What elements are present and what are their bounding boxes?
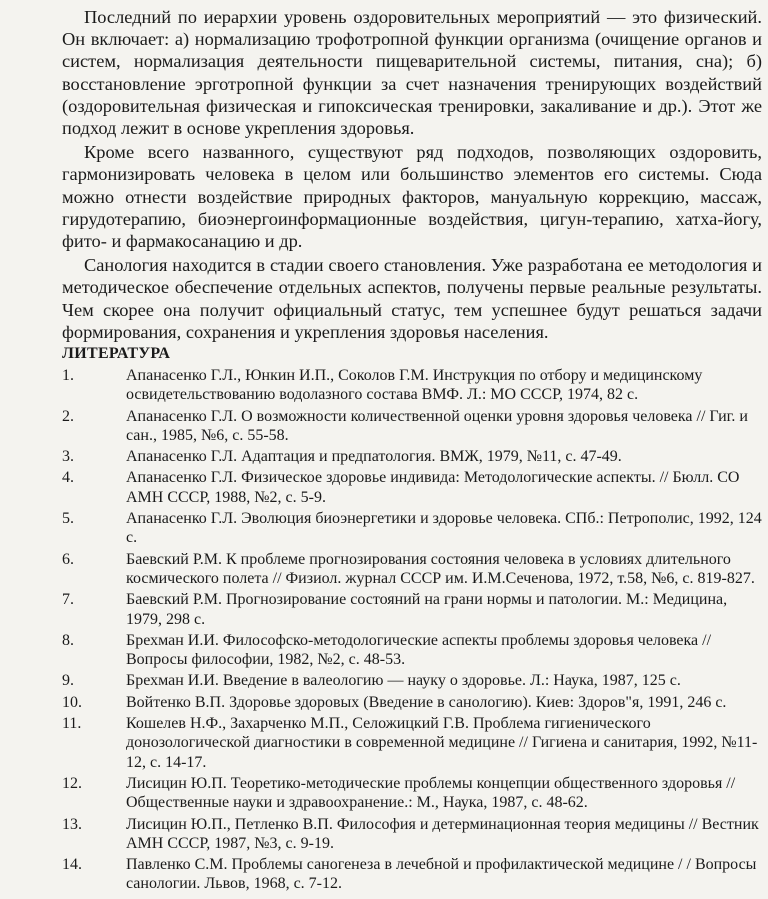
reference-number: 4. xyxy=(62,469,74,487)
reference-number: 10. xyxy=(62,693,82,711)
reference-number: 13. xyxy=(62,815,82,833)
reference-text: Апанасенко Г.Л., Юнкин И.П., Соколов Г.М. Инструкция по отбору и медицинскому освидетельствованию водолазного состава ВМФ. Л.: МО СССР, 1974, 82 с. xyxy=(126,367,703,404)
reference-number: 5. xyxy=(62,510,74,528)
reference-number: 3. xyxy=(62,448,74,466)
reference-item xyxy=(62,366,762,405)
paragraph-2: Кроме всего названного, существуют ряд подходов, позволяющих оздоровить, гармонизировать человека в целом или большинство элементов его системы. Сюда можно отнести воздействие природных факторов, мануальную коррекцию, массаж, гирудотерапию, биоэнергоинформационные воздействия, цигун-терапию, хатха-йогу, фито- и фармакосанацию и др. xyxy=(62,142,762,252)
reference-number: 7. xyxy=(62,591,74,609)
paragraph-3: Санология находится в стадии своего становления. Уже разработана ее методология и методическое обеспечение отдельных аспектов, получены первые реальные результаты. Чем скорее она получит официальный статус, тем успешнее будут решаться задачи формирования, сохранения и укрепления здоровья населения. xyxy=(62,255,762,342)
reference-number: 1. xyxy=(62,367,74,384)
reference-item xyxy=(62,468,762,507)
reference-item xyxy=(62,714,762,772)
reference-text: Апанасенко Г.Л. Физическое здоровье индивида: Методологические аспекты. // Бюлл. СО АМН СССР, 1988, №2, с. 5-9. xyxy=(126,469,740,506)
reference-text: Апанасенко Г.Л. О возможности количественной оценки уровня здоровья человека // Гиг. и сан., 1985, №6, с. 55-58. xyxy=(126,407,748,444)
reference-text: Апанасенко Г.Л. Эволюция биоэнергетики и здоровье человека. СПб.: Петрополис, 1992, 124 с. xyxy=(126,510,762,547)
reference-number: 6. xyxy=(62,550,74,568)
reference-item xyxy=(62,671,762,690)
reference-text: Лисицин Ю.П. Теоретико-методические проблемы концепции общественного здоровья // Общественные науки и здравоохранение.: М., Наука, 1987, с. 48-62. xyxy=(126,774,736,812)
reference-number: 8. xyxy=(62,631,74,649)
paragraph-1: Последний по иерархии уровень оздоровительных мероприятий — это физический. Он включает: а) нормализацию трофотропной функции организма (очищение органов и систем, нормализация деятельности пищеварительной системы, питания, сна); б) восстановление эрготропной функции за счет назначения тренирующих воздействий (оздоровительная физическая и гипоксическая тренировки, закаливание и др.). Этот же подход лежит в основе укрепления здоровья. xyxy=(62,7,762,139)
reference-text: Лисицин Ю.П., Петленко В.П. Философия и детерминационная теория медицины // Вестник АМН СССР, 1987, №3, с. 9-19. xyxy=(126,815,759,852)
reference-number: 11. xyxy=(62,715,82,733)
references-list xyxy=(62,366,762,896)
reference-item xyxy=(62,774,762,813)
reference-number: 9. xyxy=(62,672,74,690)
reference-number: 2. xyxy=(62,407,74,425)
reference-text: Баевский Р.М. К проблеме прогнозирования состояния человека в условиях длительного космического полета // Физиол. журнал СССР им. И.М.Сеченова, 1972, т.58, №6, с. 819-827. xyxy=(126,550,755,587)
reference-text: Войтенко В.П. Здоровье здоровых (Введение в санологию). Киев: Здоров"я, 1991, 246 с. xyxy=(126,693,727,711)
reference-item xyxy=(62,815,762,854)
body-text xyxy=(62,6,762,345)
reference-item xyxy=(62,855,762,894)
reference-number: 14. xyxy=(62,856,82,874)
reference-item xyxy=(62,447,762,466)
reference-text: Кошелев Н.Ф., Захарченко М.П., Селожицкий Г.В. Проблема гигиенического донозологической диагностики в современной медицине // Гигиена и санитария, 1992, №11-12, с. 14-17. xyxy=(126,715,758,771)
reference-item xyxy=(62,590,762,629)
reference-item xyxy=(62,631,762,670)
reference-item xyxy=(62,693,762,712)
reference-item xyxy=(62,550,762,589)
reference-number: 12. xyxy=(62,774,82,792)
reference-text: Баевский Р.М. Прогнозирование состояний на грани нормы и патологии. М.: Медицина, 1979, 298 с. xyxy=(126,591,728,628)
reference-item xyxy=(62,509,762,548)
reference-text: Апанасенко Г.Л. Адаптация и предпатология. ВМЖ, 1979, №11, с. 47-49. xyxy=(126,448,622,466)
reference-text: Брехман И.И. Философско-методологические аспекты проблемы здоровья человека // Вопросы философии, 1982, №2, с. 48-53. xyxy=(126,631,712,669)
reference-text: Павленко С.М. Проблемы саногенеза в лечебной и профилактической медицине / / Вопросы санологии. Львов, 1968, с. 7-12. xyxy=(126,856,757,893)
references-heading: ЛИТЕРАТУРА xyxy=(62,345,171,362)
reference-item xyxy=(62,407,762,446)
reference-text: Брехман И.И. Введение в валеологию — науку о здоровье. Л.: Наука, 1987, 125 с. xyxy=(126,672,681,690)
